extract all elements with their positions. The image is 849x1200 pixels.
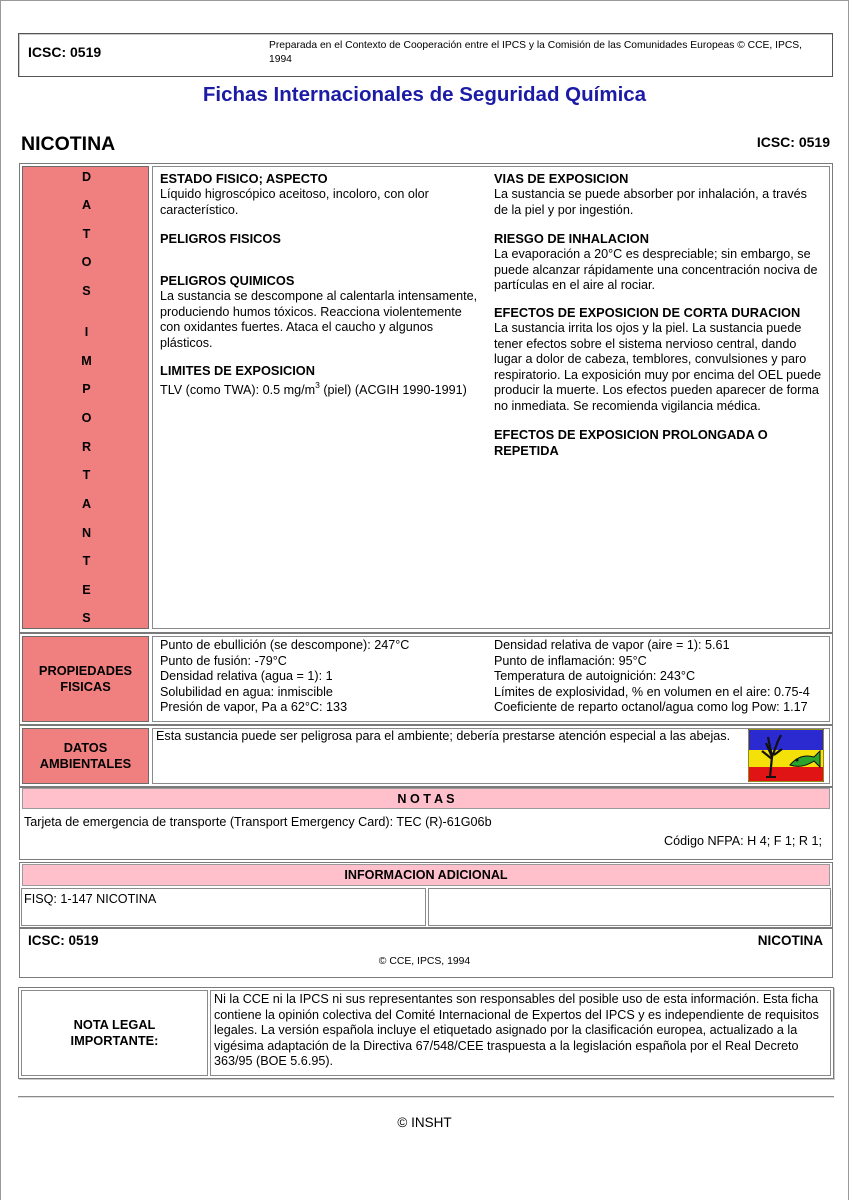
notas-transport-card: Tarjeta de emergencia de transporte (Transport Emergency Card): TEC (R)-61G06b: [24, 815, 492, 829]
footer-chemical-name: NICOTINA: [757, 933, 823, 948]
efectos-prolongada-title: EFECTOS DE EXPOSICION PROLONGADA O REPETIDA: [494, 426, 768, 458]
peligros-quimicos-text: La sustancia se descompone al calentarla intensamente, produciendo humos tóxicos. Reacciona violentemente con oxidantes fuertes. Ataca el caucho y algunos plásticos.: [160, 289, 478, 350]
nota-legal-label: NOTA LEGAL IMPORTANTE:: [70, 1017, 159, 1048]
side-letter: R: [81, 440, 92, 454]
bottom-divider: [18, 1096, 834, 1098]
datos-left-column: [160, 171, 485, 398]
prop-item: Solubilidad en agua: inmiscible: [160, 684, 333, 699]
limites-exposicion-text: TLV (como TWA): 0.5 $mg/m^3$ (piel) (ACGIH 1990-1991): [160, 379, 467, 397]
propiedades-sidebar: [22, 636, 149, 722]
side-letter: S: [82, 611, 91, 625]
side-letter: A: [81, 497, 92, 511]
footer-copyright: © CCE, IPCS, 1994: [378, 956, 471, 967]
riesgo-inhalacion-title: RIESGO DE INHALACION: [494, 231, 649, 247]
riesgo-inhalacion-text: La evaporación a 20°C es despreciable; sin embargo, se puede alcanzar rápidamente una concentración nociva de partículas en el aire al rociar.: [494, 247, 818, 293]
side-letter: A: [81, 198, 92, 212]
page-border-left: [0, 0, 1, 1200]
side-letter: T: [82, 554, 91, 568]
page-title: Fichas Internacionales de Seguridad Química: [202, 83, 647, 106]
limites-exposicion-title: LIMITES DE EXPOSICION: [160, 362, 316, 378]
side-letter: O: [81, 255, 92, 269]
prop-item: Densidad relativa de vapor (aire = 1): 5.61: [494, 638, 730, 652]
side-letter: P: [82, 382, 91, 396]
vias-exposicion-text: La sustancia se puede absorber por inhalación, a través de la piel y por ingestión.: [494, 187, 807, 217]
adicional-fisq: FISQ: 1-147 NICOTINA: [24, 892, 157, 906]
side-letter: T: [82, 468, 91, 482]
side-letter: D: [81, 170, 92, 184]
side-letter: T: [82, 227, 91, 241]
adicional-right-cell: [428, 888, 831, 926]
prop-item: Punto de inflamación: 95°C: [494, 653, 647, 668]
propiedades-label: PROPIEDADES FISICAS: [38, 663, 133, 694]
side-letter: I: [84, 325, 89, 339]
propiedades-left-column: [160, 638, 485, 716]
adicional-header: INFORMACION ADICIONAL: [22, 864, 830, 886]
side-letter: E: [82, 583, 91, 597]
vias-exposicion-title: VIAS DE EXPOSICION: [494, 171, 629, 186]
side-letter: M: [81, 354, 92, 368]
estado-fisico-title: ESTADO FISICO; ASPECTO: [160, 171, 328, 186]
dead-tree-fish-icon: [748, 729, 824, 782]
ambientales-sidebar: [22, 728, 149, 784]
footer-icsc-code: ICSC: 0519: [28, 933, 99, 948]
prop-item: Presión de vapor, Pa a 62°C: 133: [160, 700, 348, 715]
notas-nfpa-code: Código NFPA: H 4; F 1; R 1;: [664, 834, 822, 848]
efectos-corta-title: EFECTOS DE EXPOSICION DE CORTA DURACION: [494, 304, 801, 320]
header-icsc-code: ICSC: 0519: [28, 44, 102, 60]
datos-importantes-sidebar: [22, 166, 149, 629]
peligros-fisicos-title: PELIGROS FISICOS: [160, 231, 281, 247]
notas-header: N O T A S: [22, 788, 830, 809]
prop-item: Punto de ebullición (se descompone): 247°C: [160, 638, 410, 652]
nota-legal-text: Ni la CCE ni la IPCS ni sus representantes son responsables del posible uso de esta información. Esta ficha contiene la opinión colectiva del Comité Internacional de Expertos del IPCS y es independiente de requisitos legales. La versión española incluye el etiquetado asignado por la clasificación europea, actualizado a la vigésima adaptación de la Directiva 67/548/CEE traspuesta a la legislación española por el Real Decreto 363/95 (BOE 5.6.95).: [214, 992, 819, 1069]
header-cooperation-note: Preparada en el Contexto de Cooperación entre el IPCS y la Comisión de las Comunidades Europeas © CCE, IPCS, 1994: [269, 40, 803, 65]
side-letter: N: [81, 526, 92, 540]
prop-item: Coeficiente de reparto octanol/agua como log Pow: 1.17: [494, 700, 808, 715]
page-border-top: [0, 0, 849, 1]
insht-copyright: © INSHT: [397, 1115, 452, 1130]
peligros-quimicos-title: PELIGROS QUIMICOS: [160, 273, 295, 289]
nota-legal-label-cell: [21, 990, 208, 1076]
side-letter: S: [82, 284, 91, 298]
chemical-icsc-code: ICSC: 0519: [756, 134, 830, 150]
propiedades-right-column: [494, 638, 827, 716]
ambientales-label: DATOS AMBIENTALES: [39, 740, 132, 771]
prop-item: Límites de explosividad, % en volumen en el aire: 0.75-4: [494, 684, 810, 699]
datos-right-column: [494, 171, 822, 459]
prop-item: Densidad relativa (agua = 1): 1: [160, 669, 333, 684]
chemical-name: NICOTINA: [21, 133, 116, 155]
ambientales-text: Esta sustancia puede ser peligrosa para el ambiente; debería prestarse atención especial a las abejas.: [156, 729, 731, 743]
prop-item: Punto de fusión: -79°C: [160, 653, 287, 668]
footer-card-section: [19, 928, 833, 978]
side-letter: O: [81, 411, 92, 425]
efectos-corta-text: La sustancia irrita los ojos y la piel. La sustancia puede tener efectos sobre el sistema nervioso central, dando lugar a dolor de cabeza, temblores, convulsiones y paro respiratorio. La exposición muy por encima del OEL puede producir la muerte. Los efectos pueden aparecer de forma no inmediata. Se recomienda vigilancia médica.: [494, 320, 822, 413]
prop-item: Temperatura de autoignición: 243°C: [494, 669, 696, 684]
environment-hazard-pictogram: [748, 729, 824, 782]
estado-fisico-text: Líquido higroscópico aceitoso, incoloro, con olor característico.: [160, 187, 429, 217]
